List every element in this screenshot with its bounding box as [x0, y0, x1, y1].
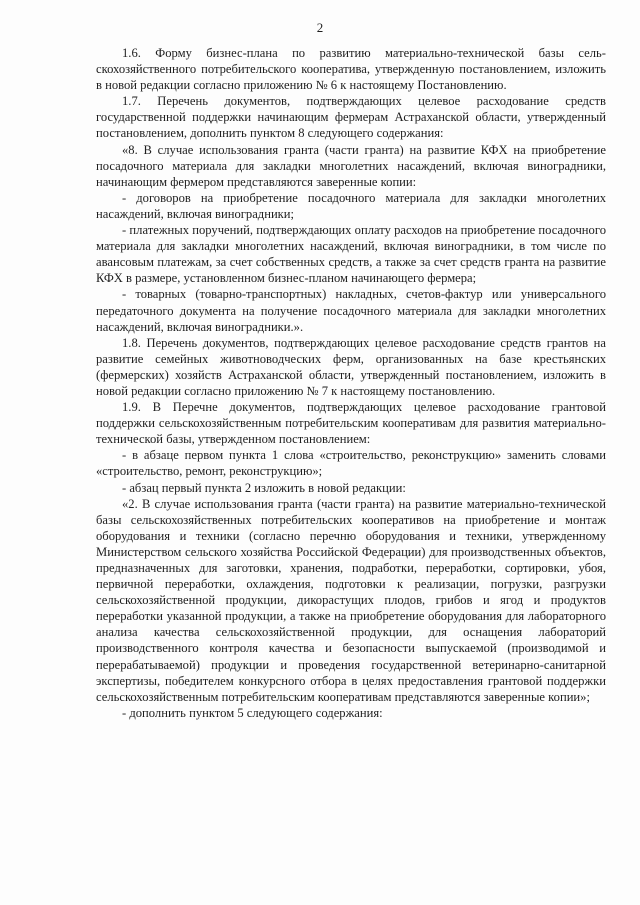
- paragraph-1-6: 1.6. Форму бизнес-плана по развитию материально-технической базы сельскохозяйственного потребительского кооператива, утвержденную постановлением, изложить в новой редакции согласно приложению № 6 к настоящему Постановлению.: [96, 46, 606, 93]
- paragraph-item-8: «8. В случае использования гранта (части гранта) на развитие КФХ на приобретение посадочного материала для закладки многолетних насаждений, включая виноградники, начинающим фермером представляются заверенные копии:: [96, 142, 606, 189]
- paragraph-1-7: 1.7. Перечень документов, подтверждающих целевое расходование средств государственной поддержки начинающим фермерам Астраханской области, утвержденный постановлением, дополнить пунктом 8 следующего содержания:: [96, 94, 606, 141]
- list-item-first-paragraph-point-1: - в абзаце первом пункта 1 слова «строительство, реконструкцию» заменить словами «строительство, ремонт, реконструкцию»;: [96, 448, 606, 479]
- document-body: [96, 45, 606, 721]
- list-item-add-point-5: - дополнить пунктом 5 следующего содержания:: [122, 705, 383, 720]
- page-number: 2: [316, 20, 324, 35]
- paragraph-item-2: «2. В случае использования гранта (части гранта) на развитие материально-технической базы сельскохозяйственных потребительских кооперативов на приобретение и монтаж оборудования и техники (согласно перечню оборудования и техники, утвержденному Министерством сельского хозяйства Российской Федерации) для производственных объектов, предназначенных для заготовки, хранения, подработки, переработки, сортировки, убоя, первичной переработки, охлаждения, подготовки к реализации, погрузки, разгрузки сельскохозяйственной продукции, дикорастущих плодов, грибов и ягод и продуктов переработки указанной продукции, а также на приобретение оборудования для лабораторного анализа качества сельскохозяйственной продукции, для оснащения лабораторий производственного контроля качества и безопасности выпускаемой (производимой и перерабатываемой) продукции и проведения государственной ветеринарно-санитарной экспертизы, победителем конкурсного отбора в целях предоставления грантовой поддержки сельскохозяйственным потребительским кооперативам представляются заверенные копии»;: [96, 496, 606, 704]
- paragraph-1-8: 1.8. Перечень документов, подтверждающих целевое расходование средств грантов на развитие семейных животноводческих ферм, организованных на базе крестьянских (фермерских) хозяйств Астраханской области, утвержденный постановлением, изложить в новой редакции согласно приложению № 7 к настоящему постановлению.: [96, 335, 606, 398]
- list-item-waybills: - товарных (товарно-транспортных) накладных, счетов-фактур или универсального передаточного документа на получение посадочного материала для закладки многолетних насаждений, включая виноградники.».: [96, 287, 606, 334]
- list-item-first-paragraph-point-2: - абзац первый пункта 2 изложить в новой редакции:: [122, 480, 406, 495]
- paragraph-1-9: 1.9. В Перечне документов, подтверждающих целевое расходование грантовой поддержки сельскохозяйственным потребительским кооперативам для развития материально-технической базы, утвержденном постановлением:: [96, 400, 606, 447]
- list-item-payment-orders: - платежных поручений, подтверждающих оплату расходов на приобретение посадочного материала для закладки многолетних насаждений, включая виноградники, в том числе по авансовым платежам, за счет собственных средств, а также за счет средств гранта на развитие КФХ в размере, установленном бизнес-планом начинающего фермера;: [96, 223, 606, 286]
- list-item-contracts: - договоров на приобретение посадочного материала для закладки многолетних насаждений, включая виноградники;: [96, 190, 606, 221]
